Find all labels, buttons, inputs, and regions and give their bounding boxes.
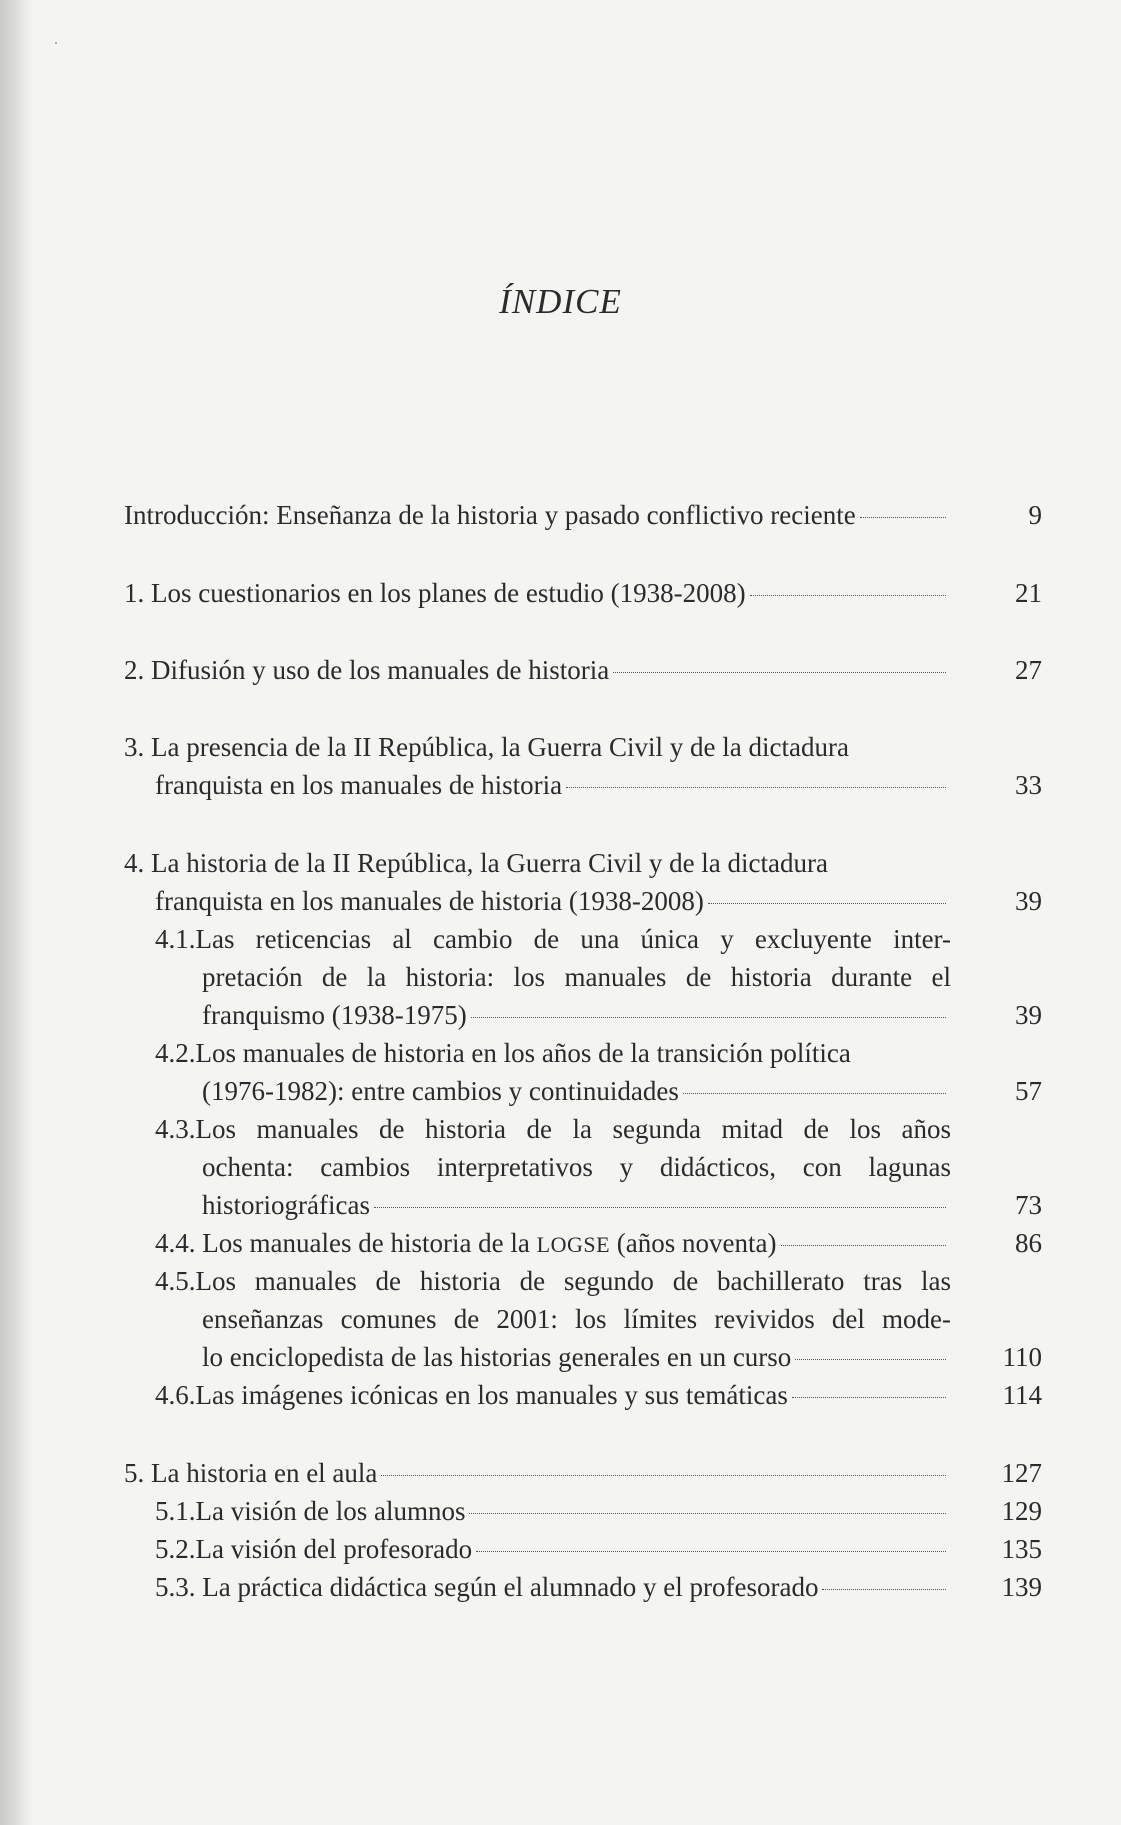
toc-page-number: 33: [1015, 770, 1042, 800]
toc-entry-4-2-line1[interactable]: 4.2.Los manuales de historia en los años de la transición política: [155, 1038, 851, 1068]
toc-entry-4-6[interactable]: 4.6.Las imágenes icónicas en los manuales y sus temáticas: [155, 1378, 950, 1412]
leader-dots: [566, 787, 946, 788]
toc-entry-4-1-line1[interactable]: 4.1.Las reticencias al cambio de una única y excluyente inter-: [155, 924, 951, 954]
toc-entry-4-3-line1[interactable]: 4.3.Los manuales de historia de la segunda mitad de los años: [155, 1114, 951, 1144]
toc-entry-4-1-line3[interactable]: franquismo (1938-1975): [202, 998, 950, 1032]
leader-dots: [792, 1397, 946, 1398]
toc-entry-5-3[interactable]: 5.3. La práctica didáctica según el alumnado y el profesorado: [155, 1570, 950, 1604]
toc-page-number: 110: [1002, 1342, 1042, 1372]
toc-entry-intro[interactable]: Introducción: Enseñanza de la historia y pasado conflictivo reciente: [124, 498, 950, 532]
toc-page-number: 73: [1015, 1190, 1042, 1220]
toc-page-number: 57: [1015, 1076, 1042, 1106]
leader-dots: [795, 1359, 946, 1360]
leader-dots: [381, 1475, 946, 1476]
toc-page-number: 135: [1001, 1534, 1042, 1564]
toc-entry-5-1[interactable]: 5.1.La visión de los alumnos: [155, 1494, 950, 1528]
toc-page-number: 127: [1001, 1458, 1042, 1488]
toc-entry-4-5-line3[interactable]: lo enciclopedista de las historias generales en un curso: [202, 1340, 950, 1374]
toc-page-number: 39: [1015, 1000, 1042, 1030]
leader-dots: [781, 1245, 947, 1246]
toc-page-number: 86: [1015, 1228, 1042, 1258]
leader-dots: [822, 1589, 946, 1590]
toc-page-number: 21: [1015, 578, 1042, 608]
leader-dots: [860, 517, 946, 518]
toc-page-number: 27: [1015, 655, 1042, 685]
toc-entry-4-3-line2[interactable]: ochenta: cambios interpretativos y didácticos, con lagunas: [202, 1152, 951, 1182]
leader-dots: [683, 1093, 946, 1094]
toc-entry-1[interactable]: 1. Los cuestionarios en los planes de estudio (1938-2008): [124, 576, 950, 610]
toc-entry-3-line1[interactable]: 3. La presencia de la II República, la Guerra Civil y de la dictadura: [124, 732, 849, 762]
toc-page-number: 114: [1002, 1380, 1042, 1410]
toc-entry-5[interactable]: 5. La historia en el aula: [124, 1456, 950, 1490]
leader-dots: [613, 672, 946, 673]
page-title: ÍNDICE: [499, 282, 622, 321]
toc-entry-5-2[interactable]: 5.2.La visión del profesorado: [155, 1532, 950, 1566]
toc-entry-4-line2[interactable]: franquista en los manuales de historia (1938-2008): [155, 884, 950, 918]
leader-dots: [708, 903, 946, 904]
toc-page-number: 9: [1028, 500, 1042, 530]
toc-page-number: 39: [1015, 886, 1042, 916]
toc-entry-4-3-line3[interactable]: historiográficas: [202, 1188, 950, 1222]
leader-dots: [750, 595, 946, 596]
toc-entry-4-2-line2[interactable]: (1976-1982): entre cambios y continuidades: [202, 1074, 950, 1108]
toc-entry-4-4[interactable]: 4.4. Los manuales de historia de la LOGSE (años noventa): [155, 1226, 950, 1262]
leader-dots: [374, 1207, 946, 1208]
toc-entry-4-5-line2[interactable]: enseñanzas comunes de 2001: los límites revividos del mode-: [202, 1304, 951, 1334]
toc-entry-4-line1[interactable]: 4. La historia de la II República, la Guerra Civil y de la dictadura: [124, 848, 828, 878]
acronym-logse: LOGSE: [536, 1232, 611, 1257]
leader-dots: [476, 1551, 946, 1552]
toc-page-number: 129: [1001, 1496, 1042, 1526]
toc-entry-4-5-line1[interactable]: 4.5.Los manuales de historia de segundo de bachillerato tras las: [155, 1266, 951, 1296]
leader-dots: [471, 1017, 946, 1018]
leader-dots: [469, 1513, 946, 1514]
toc-entry-3-line2[interactable]: franquista en los manuales de historia: [155, 768, 950, 802]
toc-page-number: 139: [1001, 1572, 1042, 1602]
toc-entry-4-1-line2[interactable]: pretación de la historia: los manuales de historia durante el: [202, 962, 951, 992]
toc-entry-2[interactable]: 2. Difusión y uso de los manuales de historia: [124, 653, 950, 687]
